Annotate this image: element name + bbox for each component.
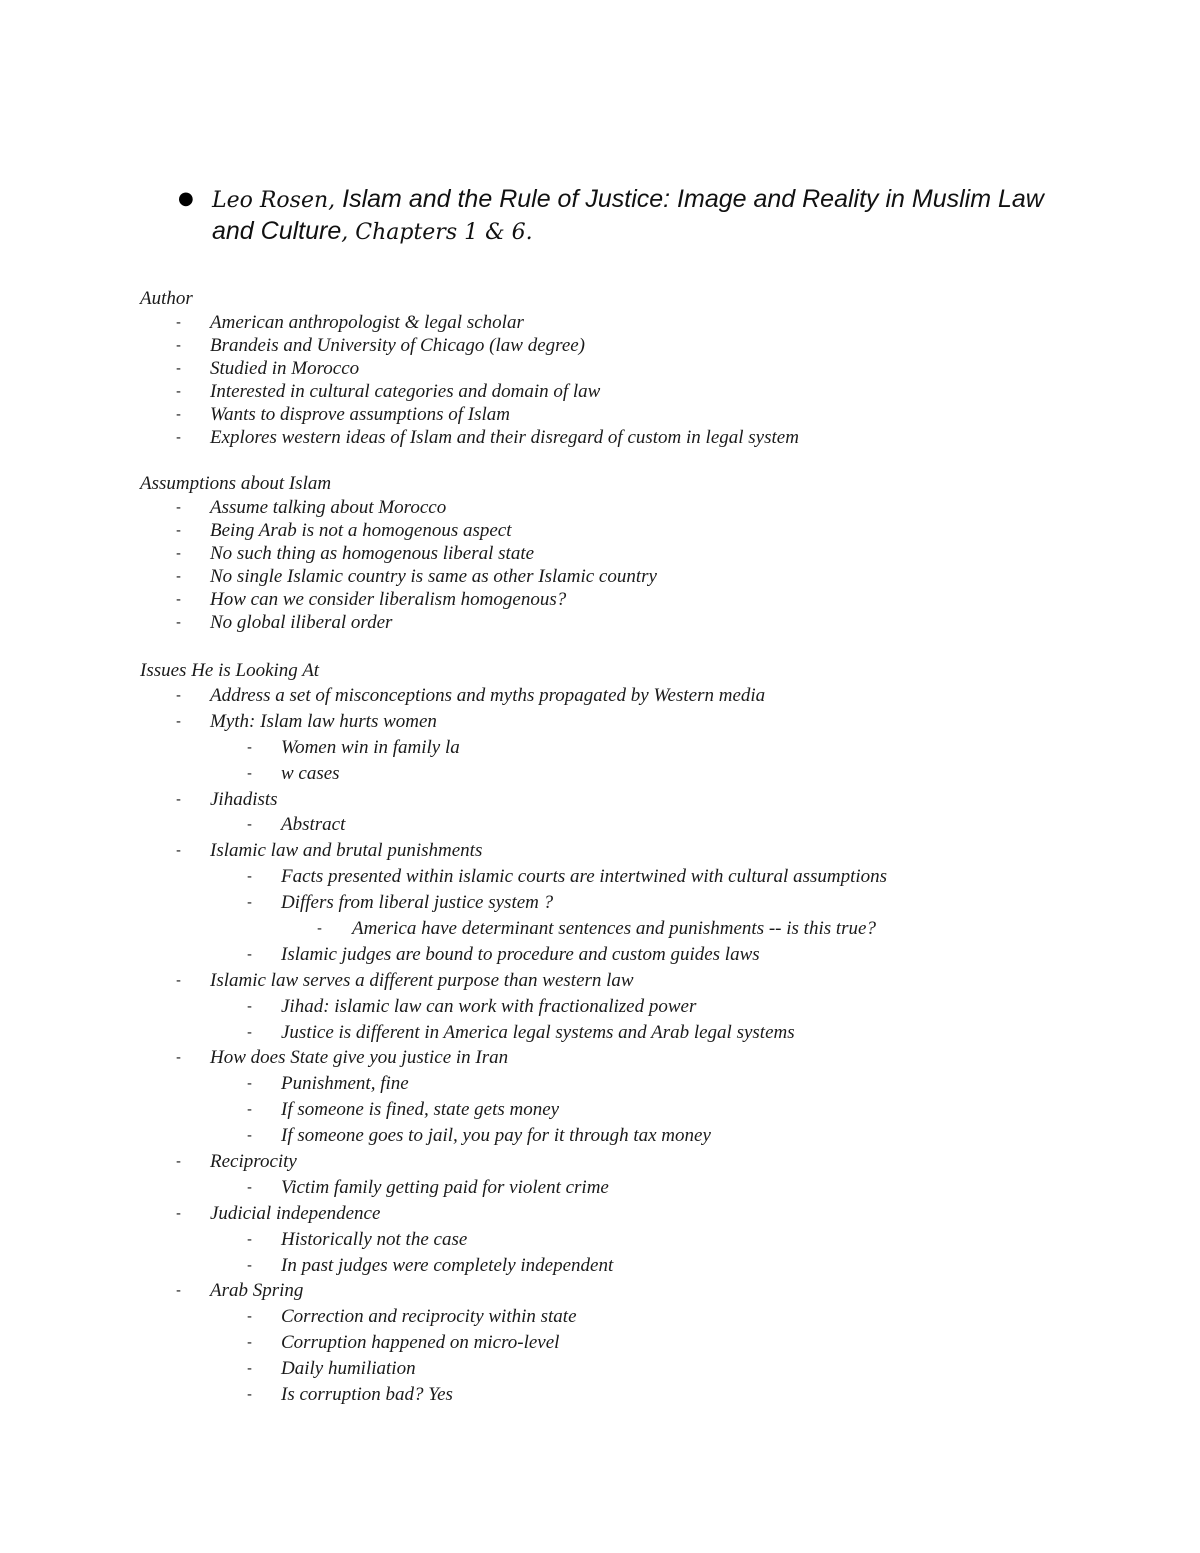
dash-icon: - (247, 1256, 252, 1274)
dash-icon: - (247, 1127, 252, 1145)
list-item-text: Studied in Morocco (210, 358, 360, 379)
list-item-text: Islamic law and brutal punishments (210, 840, 483, 862)
list-item-text: Explores western ideas of Islam and their disregard of custom in legal system (210, 427, 799, 448)
list-item (140, 1382, 1140, 1408)
section-gap (140, 449, 1140, 471)
list-item-text: Being Arab is not a homogenous aspect (210, 520, 512, 541)
list-item-text: How can we consider liberalism homogenous? (210, 589, 567, 610)
list-item (140, 761, 1140, 787)
dash-icon: - (176, 568, 181, 585)
section-heading: Author (140, 288, 193, 309)
dash-icon: - (317, 920, 322, 938)
dash-icon: - (176, 1282, 181, 1300)
list-item (140, 1123, 1140, 1149)
dash-icon: - (176, 360, 181, 377)
list-item (140, 1175, 1140, 1201)
list-item (140, 1227, 1140, 1253)
list-item (140, 1045, 1140, 1071)
list-item (140, 709, 1140, 735)
list-item-text: Arab Spring (210, 1280, 304, 1302)
list-item (140, 611, 1140, 634)
list-item-text: Correction and reciprocity within state (281, 1306, 577, 1328)
dash-icon: - (247, 868, 252, 886)
list-item-text: In past judges were completely independent (281, 1254, 614, 1276)
dash-icon: - (176, 1204, 181, 1222)
list-item-text: Islamic law serves a different purpose than western law (210, 969, 634, 991)
citation-book-title: Islam and the Rule of Justice: Image and Reality in Muslim Law and Culture (212, 185, 1044, 245)
citation-text (212, 184, 1078, 248)
list-item (140, 357, 1140, 380)
list-item-text: No single Islamic country is same as other Islamic country (210, 566, 657, 587)
list-item-text: Address a set of misconceptions and myths propagated by Western media (210, 685, 766, 706)
list-item-text: Islamic judges are bound to procedure and custom guides laws (281, 943, 760, 965)
list-item-text: Jihad: islamic law can work with fractionalized power (281, 995, 697, 1017)
list-item (140, 519, 1140, 542)
bullet-icon: ● (178, 188, 194, 209)
list-item-text: Facts presented within islamic courts are intertwined with cultural assumptions (281, 866, 888, 888)
citation-title (178, 184, 1078, 248)
dash-icon: - (247, 997, 252, 1015)
list-item (140, 1071, 1140, 1097)
dash-icon: - (247, 738, 252, 756)
dash-icon: - (176, 337, 181, 354)
dash-icon: - (247, 1230, 252, 1248)
list-item (140, 403, 1140, 426)
list-item (140, 311, 1140, 334)
dash-icon: - (247, 1360, 252, 1378)
citation-author: Leo Rosen, (212, 188, 343, 213)
dash-icon: - (247, 1334, 252, 1352)
dash-icon: - (176, 790, 181, 808)
list-item-text: w cases (281, 762, 340, 784)
list-item (140, 942, 1140, 968)
list-item-text: Justice is different in America legal systems and Arab legal systems (281, 1021, 795, 1043)
list-item (140, 496, 1140, 519)
list-item (140, 542, 1140, 565)
dash-icon: - (247, 1386, 252, 1404)
section-assumptions (140, 471, 1140, 634)
dash-icon: - (176, 406, 181, 423)
list-item-text: Myth: Islam law hurts women (210, 710, 437, 732)
dash-icon: - (176, 1153, 181, 1171)
list-item (140, 380, 1140, 403)
list-item-text: Reciprocity (210, 1151, 297, 1173)
dash-icon: - (176, 545, 181, 562)
list-item (140, 1253, 1140, 1279)
dash-icon: - (247, 764, 252, 782)
list-item-text: Differs from liberal justice system ? (281, 892, 554, 914)
list-item (140, 426, 1140, 449)
section-issues (140, 658, 1140, 1408)
list-item-text: Victim family getting paid for violent crime (281, 1176, 609, 1198)
list-item-text: Jihadists (210, 788, 278, 810)
list-item (140, 334, 1140, 357)
list-item-text: American anthropologist & legal scholar (210, 312, 524, 333)
dash-icon: - (176, 614, 181, 631)
dash-icon: - (176, 429, 181, 446)
list-item (140, 1149, 1140, 1175)
list-item (140, 916, 1140, 942)
dash-icon: - (176, 314, 181, 331)
list-item-text: No global iliberal order (210, 612, 393, 633)
list-item (140, 1201, 1140, 1227)
list-item (140, 1278, 1140, 1304)
dash-icon: - (247, 1178, 252, 1196)
list-item (140, 968, 1140, 994)
citation-chapters: , Chapters 1 & 6. (341, 220, 533, 245)
dash-icon: - (247, 1101, 252, 1119)
list-item (140, 735, 1140, 761)
list-item-text: Judicial independence (210, 1202, 381, 1224)
section-heading: Assumptions about Islam (140, 473, 332, 494)
list-item (140, 1356, 1140, 1382)
dash-icon: - (247, 816, 252, 834)
dash-icon: - (247, 1023, 252, 1041)
dash-icon: - (176, 687, 181, 704)
dash-icon: - (247, 1308, 252, 1326)
list-item-text: Punishment, fine (281, 1073, 409, 1095)
list-item-text: Daily humiliation (281, 1358, 416, 1380)
section-gap (140, 634, 1140, 658)
list-item-text: Abstract (281, 814, 346, 836)
list-item (140, 588, 1140, 611)
list-item (140, 787, 1140, 813)
list-item (140, 1304, 1140, 1330)
list-item-text: Brandeis and University of Chicago (law degree) (210, 335, 586, 356)
dash-icon: - (247, 894, 252, 912)
list-item-text: Corruption happened on micro-level (281, 1332, 560, 1354)
list-item (140, 890, 1140, 916)
list-item (140, 565, 1140, 588)
dash-icon: - (247, 1075, 252, 1093)
section-heading: Issues He is Looking At (140, 660, 320, 681)
list-item (140, 683, 1140, 709)
list-item (140, 838, 1140, 864)
list-item (140, 994, 1140, 1020)
dash-icon: - (176, 522, 181, 539)
list-item-text: Interested in cultural categories and domain of law (210, 381, 601, 402)
list-item (140, 1020, 1140, 1046)
list-item-text: If someone is fined, state gets money (281, 1099, 560, 1121)
list-item (140, 812, 1140, 838)
list-item (140, 864, 1140, 890)
notes-content (140, 286, 1140, 1408)
dash-icon: - (176, 842, 181, 860)
list-item-text: Historically not the case (281, 1228, 468, 1250)
dash-icon: - (176, 971, 181, 989)
list-item-text: If someone goes to jail, you pay for it through tax money (281, 1125, 711, 1147)
list-item-text: Assume talking about Morocco (210, 497, 447, 518)
list-item-text: Women win in family la (281, 736, 460, 758)
list-item (140, 1330, 1140, 1356)
dash-icon: - (176, 383, 181, 400)
list-item-text: America have determinant sentences and punishments -- is this true? (352, 918, 876, 940)
dash-icon: - (176, 1049, 181, 1067)
list-item-text: No such thing as homogenous liberal state (210, 543, 535, 564)
dash-icon: - (247, 945, 252, 963)
dash-icon: - (176, 591, 181, 608)
section-author (140, 286, 1140, 449)
dash-icon: - (176, 499, 181, 516)
list-item (140, 1097, 1140, 1123)
list-item-text: Is corruption bad? Yes (281, 1384, 453, 1406)
dash-icon: - (176, 712, 181, 730)
list-item-text: How does State give you justice in Iran (210, 1047, 509, 1069)
list-item-text: Wants to disprove assumptions of Islam (210, 404, 510, 425)
